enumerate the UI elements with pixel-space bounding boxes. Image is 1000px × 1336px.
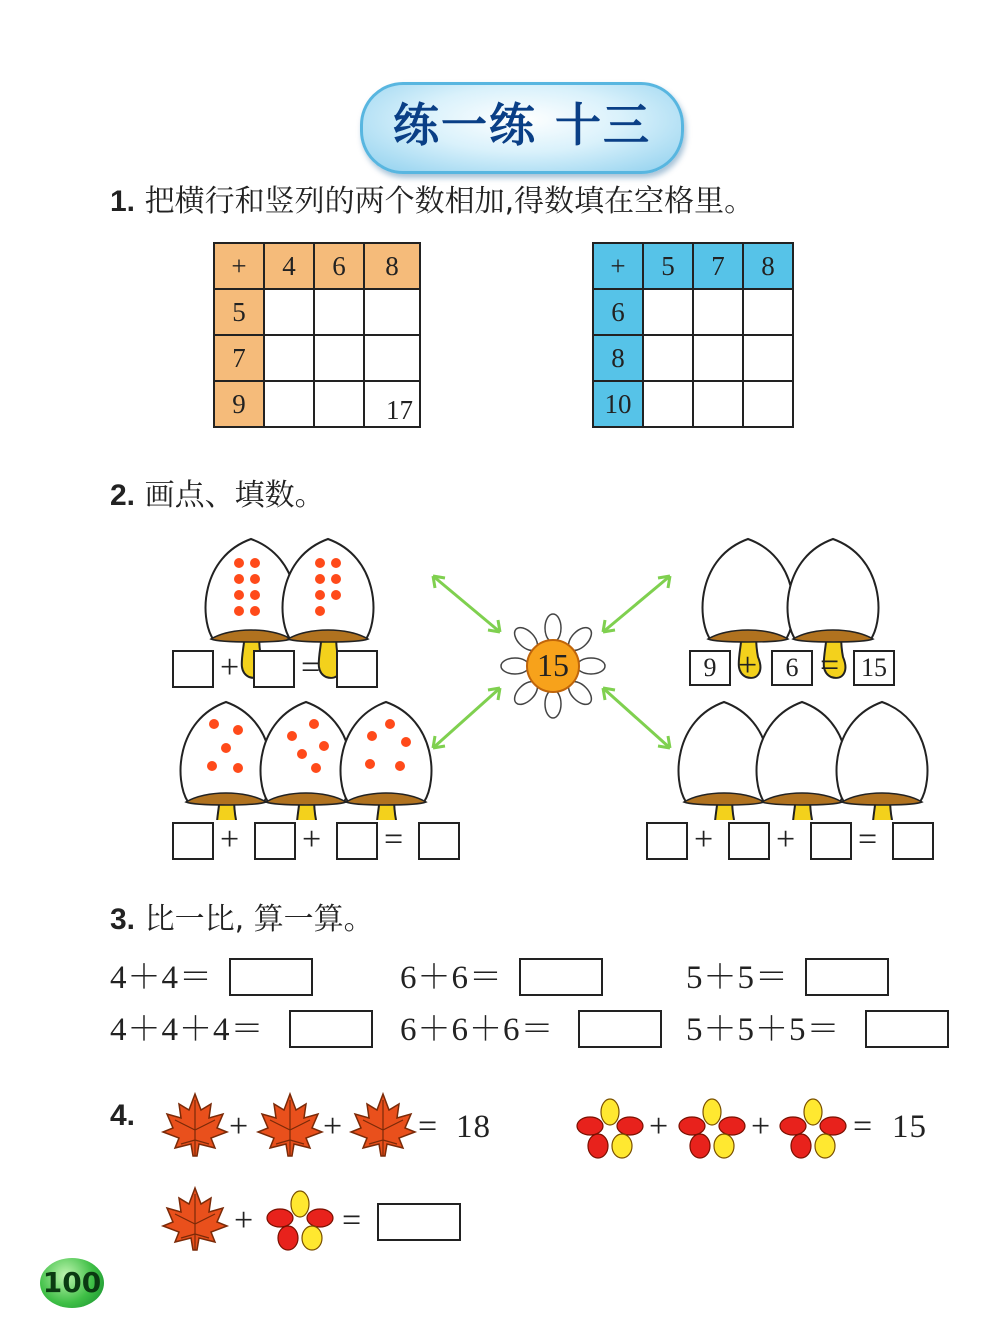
q2-prompt: [110, 476, 325, 516]
q4-number: 4.: [110, 1099, 136, 1132]
q2-text: 画点、填数。: [144, 478, 325, 513]
answer-box[interactable]: [336, 650, 378, 688]
maple-leaf-icon: [163, 1188, 227, 1250]
q1-number: 1.: [110, 185, 136, 218]
table-a-cell[interactable]: [314, 335, 364, 381]
equals-sign: =: [853, 1108, 873, 1145]
mushroom-icon: [757, 702, 848, 820]
table-b-row: 10: [593, 381, 643, 427]
plus-sign: +: [234, 1202, 254, 1239]
mushroom-icon: [181, 702, 272, 820]
plus-sign: +: [751, 1108, 771, 1145]
answer-box[interactable]: [646, 822, 688, 860]
q3-number: 3.: [110, 903, 136, 936]
q3-expression: 6＋6＋6＝: [400, 1012, 555, 1048]
mushroom-icon: [341, 702, 432, 820]
table-b-cell[interactable]: [643, 289, 693, 335]
table-a-row: 9: [214, 381, 264, 427]
answer-box[interactable]: [865, 1010, 949, 1048]
answer-box[interactable]: [418, 822, 460, 860]
equals-sign: =: [820, 647, 840, 684]
example-result: 15: [853, 650, 895, 686]
table-a-cell[interactable]: [364, 289, 420, 335]
page-number: 100: [40, 1258, 104, 1308]
answer-box[interactable]: [229, 958, 313, 996]
q4-illustration: [0, 1086, 1000, 1266]
mushroom-icon: [837, 702, 928, 820]
table-a-filled-cell: 17: [364, 381, 420, 427]
answer-box[interactable]: [254, 822, 296, 860]
example-addend-b: 6: [771, 650, 813, 686]
answer-box[interactable]: [810, 822, 852, 860]
equals-sign: =: [418, 1108, 438, 1145]
table-a-corner: +: [214, 243, 264, 289]
plus-sign: +: [229, 1108, 249, 1145]
table-a-cell[interactable]: [314, 381, 364, 427]
table-a-cell[interactable]: [264, 289, 314, 335]
flower-icon: [267, 1191, 333, 1250]
table-b-cell[interactable]: [693, 335, 743, 381]
table-a-cell[interactable]: [264, 381, 314, 427]
flower-icon: [780, 1099, 846, 1158]
flowers-sum: 15: [892, 1109, 927, 1145]
answer-box[interactable]: [805, 958, 889, 996]
plus-sign: +: [776, 821, 796, 858]
mushroom-icon: [261, 702, 352, 820]
table-a-cell[interactable]: [314, 289, 364, 335]
addition-table-a: [213, 242, 421, 428]
answer-box[interactable]: [578, 1010, 662, 1048]
table-b-cell[interactable]: [693, 289, 743, 335]
center-number: 15: [537, 647, 569, 683]
q1-text: 把横行和竖列的两个数相加,得数填在空格里。: [144, 184, 755, 219]
q3-expression: 5＋5＝: [686, 960, 789, 996]
table-a-col: 6: [314, 243, 364, 289]
answer-box[interactable]: [377, 1203, 461, 1241]
answer-box[interactable]: [172, 822, 214, 860]
table-b-cell[interactable]: [643, 381, 693, 427]
page-title: 练一练 十三: [392, 98, 651, 152]
table-b-cell[interactable]: [743, 289, 793, 335]
equals-sign: =: [342, 1202, 362, 1239]
plus-sign: +: [302, 821, 322, 858]
equals-sign: =: [858, 821, 878, 858]
q3-expression: 5＋5＋5＝: [686, 1012, 841, 1048]
answer-box[interactable]: [728, 822, 770, 860]
table-b-col: 5: [643, 243, 693, 289]
q3-expression: 4＋4＝: [110, 960, 213, 996]
table-b-cell[interactable]: [693, 381, 743, 427]
q3-expression: 4＋4＋4＝: [110, 1012, 265, 1048]
answer-box[interactable]: [519, 958, 603, 996]
table-b-cell[interactable]: [743, 335, 793, 381]
table-b-row: 8: [593, 335, 643, 381]
table-a-col: 4: [264, 243, 314, 289]
flower-icon: [577, 1099, 643, 1158]
mushroom-icon: [679, 702, 770, 820]
table-b-corner: +: [593, 243, 643, 289]
plus-sign: +: [738, 647, 758, 684]
answer-box[interactable]: [892, 822, 934, 860]
table-b-col: 8: [743, 243, 793, 289]
table-b-cell[interactable]: [643, 335, 693, 381]
q3-text: 比一比, 算一算。: [144, 902, 374, 937]
answer-box[interactable]: [172, 650, 214, 688]
q3-prompt: [110, 900, 374, 940]
q2-number: 2.: [110, 479, 136, 512]
equals-sign: =: [301, 649, 321, 686]
answer-box[interactable]: [336, 822, 378, 860]
q3-expression: 6＋6＝: [400, 960, 503, 996]
table-a-row: 7: [214, 335, 264, 381]
table-b-col: 7: [693, 243, 743, 289]
plus-sign: +: [694, 821, 714, 858]
equals-sign: =: [384, 821, 404, 858]
plus-sign: +: [649, 1108, 669, 1145]
answer-box[interactable]: [253, 650, 295, 688]
table-a-col: 8: [364, 243, 420, 289]
flower-icon: [679, 1099, 745, 1158]
addition-table-b: [592, 242, 794, 428]
plus-sign: +: [220, 821, 240, 858]
table-a-cell[interactable]: [264, 335, 314, 381]
answer-box[interactable]: [289, 1010, 373, 1048]
leaves-sum: 18: [456, 1109, 491, 1145]
maple-leaf-icon: [258, 1094, 322, 1156]
plus-sign: +: [323, 1108, 343, 1145]
maple-leaf-icon: [163, 1094, 227, 1156]
q1-prompt: [110, 182, 754, 222]
table-b-row: 6: [593, 289, 643, 335]
table-a-row: 5: [214, 289, 264, 335]
maple-leaf-icon: [351, 1094, 415, 1156]
mushroom-illustration: [0, 520, 1000, 820]
example-addend-a: 9: [689, 650, 731, 686]
table-b-cell[interactable]: [743, 381, 793, 427]
plus-sign: +: [220, 649, 240, 686]
table-a-cell[interactable]: [364, 335, 420, 381]
